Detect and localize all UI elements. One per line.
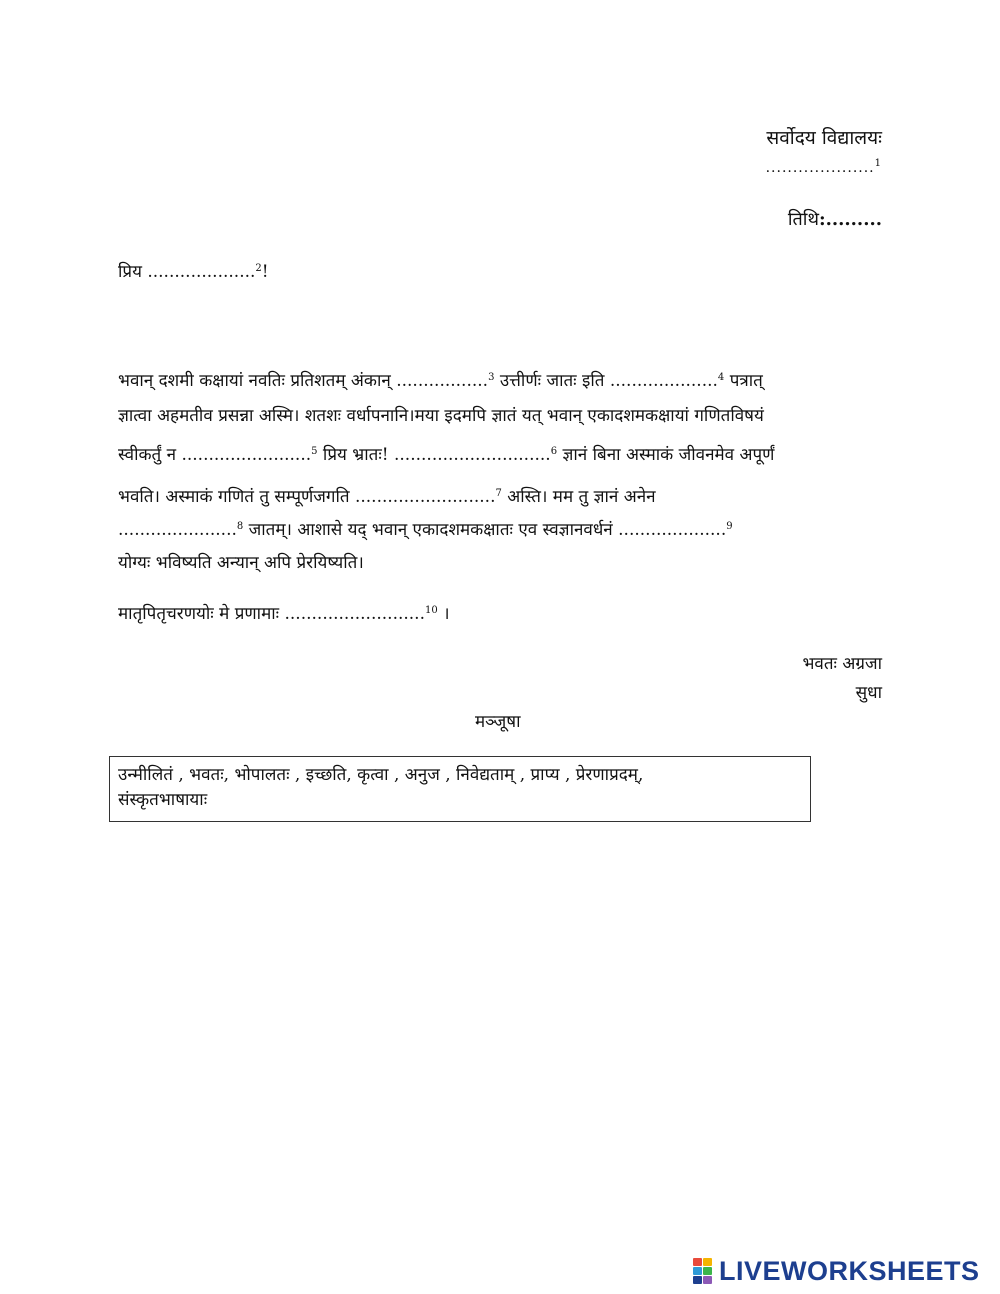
logo-text: LIVEWORKSHEETS <box>719 1255 980 1286</box>
letter-line-7: मातृपितृचरणयोः मे प्रणामाः ..........................$^{10}$ । <box>118 604 450 624</box>
letter-line-5: ......................$^8$ जातम्। आशासे यद् भवान् एकादशमकक्षातः एव स्वज्ञानवर्धनं ....................$^9$ <box>118 520 733 540</box>
salutation: प्रिय ....................$^2$! <box>118 262 269 282</box>
liveworksheets-logo <box>693 1256 980 1286</box>
letter-line-4: भवति। अस्माकं गणितं तु सम्पूर्णजगति ..........................$^7$ अस्ति। मम तु ज्ञानं अनेन <box>118 487 656 507</box>
liveworksheets-logo-icon <box>693 1258 713 1284</box>
letter-line-1: भवान् दशमी कक्षायां नवतिः प्रतिशतम् अंकान् .................$^3$ उत्तीर्णः जातः इति ....................$^4$ पत्रात् <box>118 371 763 391</box>
signature-relation: भवतः अग्रजा <box>802 654 882 674</box>
date-line: तिथि:......... <box>787 209 882 230</box>
letter-line-3: स्वीकर्तुं न ........................$^5$ प्रिय भ्रातः! .............................$^6$ ज्ञानं बिना अस्माकं जीवनमेव अपूर्णं <box>118 445 775 465</box>
school-name: सर्वोदय विद्यालयः <box>766 127 882 149</box>
word-box-line-2: संस्कृतभाषायाः <box>118 790 208 810</box>
place-blank: ....................$^1$ <box>765 158 882 176</box>
letter-line-2: ज्ञात्वा अहमतीव प्रसन्ना अस्मि। शतशः वर्धापनानि।मया इदमपि ज्ञातं यत् भवान् एकादशमकक्षायां गणितविषयं <box>118 406 764 426</box>
word-box-line-1: उन्मीलितं , भवतः, भोपालतः , इच्छति, कृत्वा , अनुज , निवेद्यताम् , प्राप्य , प्रेरणाप्रदम्, <box>118 765 644 785</box>
word-box-title: मञ्जूषा <box>475 712 521 732</box>
letter-line-6: योग्यः भविष्यति अन्यान् अपि प्रेरयिष्यति। <box>118 553 364 573</box>
signature-name: सुधा <box>855 683 882 703</box>
word-box <box>109 756 811 822</box>
